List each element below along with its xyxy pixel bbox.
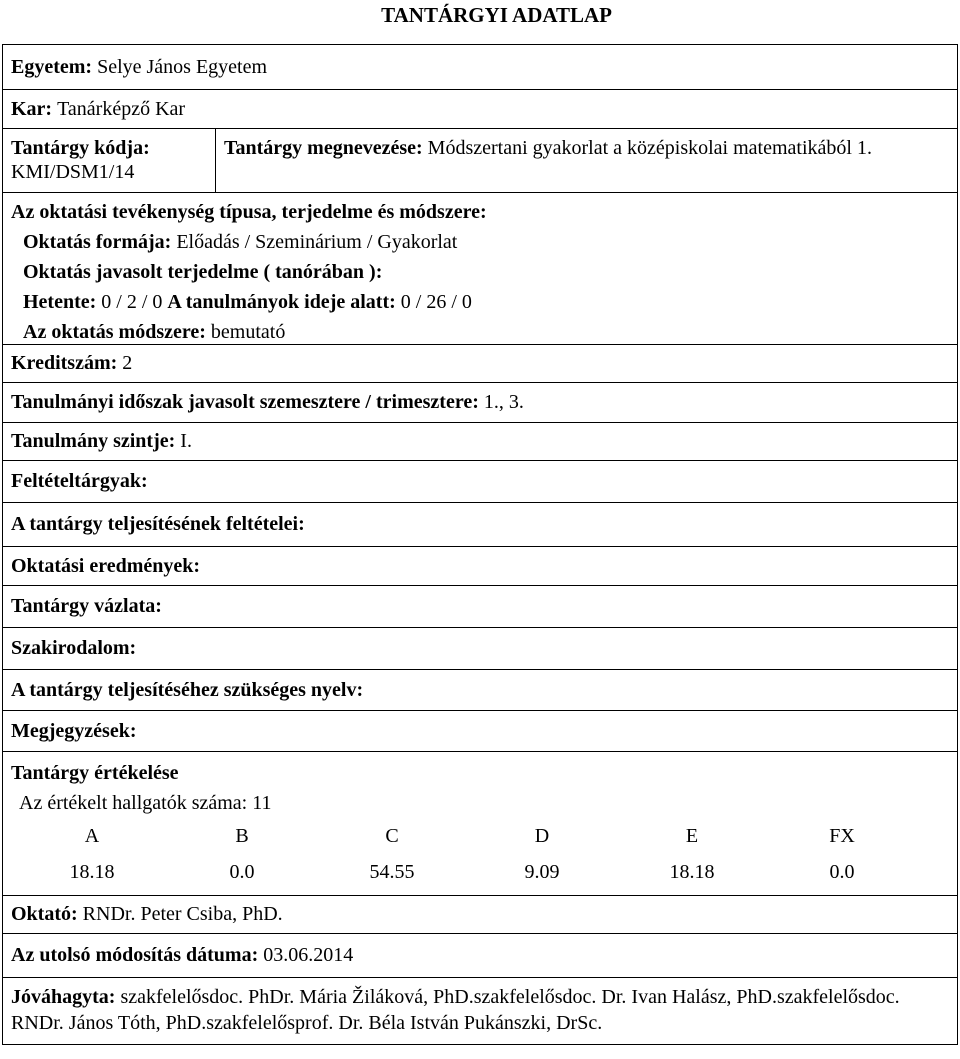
grade-label: FX — [829, 825, 855, 847]
ideje-value: 0 / 26 / 0 — [400, 291, 472, 313]
forma-label: Oktatás formája: — [23, 231, 172, 253]
megnevezes-value: Módszertani gyakorlat a középiskolai matematikából 1. — [427, 137, 872, 159]
grade-value: 0.0 — [229, 861, 255, 883]
szint-value: I. — [180, 430, 192, 452]
row-szemeszter — [3, 383, 957, 423]
row-szint — [3, 423, 957, 461]
grade-label: D — [534, 825, 550, 847]
row-nyelv — [3, 670, 957, 711]
ertekeles-heading: Tantárgy értékelése — [11, 762, 179, 784]
grade-label: C — [385, 825, 399, 847]
grade-value: 0.0 — [829, 861, 855, 883]
row-szakirodalom — [3, 628, 957, 670]
szint-label: Tanulmány szintje: — [11, 430, 176, 452]
nyelv-label: A tantárgy teljesítéséhez szükséges nyelv: — [11, 678, 364, 701]
kod-label: Tantárgy kódja: — [11, 137, 150, 159]
hetente-label: Hetente: — [23, 291, 97, 313]
eredmenyek-label: Oktatási eredmények: — [11, 554, 201, 577]
grade-label: B — [235, 825, 249, 847]
vazlat-label: Tantárgy vázlata: — [11, 595, 162, 617]
row-kar — [3, 90, 957, 129]
feltetel-targyak-label: Feltételtárgyak: — [11, 470, 148, 492]
kredit-label: Kreditszám: — [11, 352, 118, 374]
grade-label: E — [685, 825, 699, 847]
ideje-label: A tanulmányok ideje alatt: — [167, 291, 396, 313]
kod-value: KMI/DSM1/14 — [11, 161, 135, 183]
megjegyzesek-label: Megjegyzések: — [11, 719, 137, 742]
hetente-value: 0 / 2 / 0 — [101, 291, 163, 313]
kredit-value: 2 — [122, 352, 133, 374]
kar-label: Kar: — [11, 97, 53, 120]
row-kredit — [3, 345, 957, 383]
row-egyetem — [3, 45, 957, 90]
row-jovahagyta — [3, 978, 957, 1044]
modszer-label: Az oktatás módszere: — [23, 321, 206, 343]
grade-value: 9.09 — [524, 861, 560, 883]
kod-cell — [3, 129, 216, 192]
row-modositas — [3, 934, 957, 978]
modszer-value: bemutató — [210, 321, 286, 343]
terjedelem-label: Oktatás javasolt terjedelme ( tanórában ): — [23, 261, 383, 283]
modositas-label: Az utolsó módosítás dátuma: — [11, 944, 259, 966]
megnevezes-label: Tantárgy megnevezése: — [224, 137, 423, 159]
oktatasi-heading: Az oktatási tevékenység típusa, terjedelme és módszere: — [11, 201, 487, 223]
oktato-value: RNDr. Peter Csiba, PhD. — [82, 903, 283, 925]
forma-value: Előadás / Szeminárium / Gyakorlat — [176, 231, 458, 253]
grade-value: 18.18 — [69, 861, 115, 883]
document-title: TANTÁRGYI ADATLAP — [381, 3, 612, 27]
row-kod-megnevezes — [3, 129, 957, 193]
egyetem-value: Selye János Egyetem — [97, 55, 268, 78]
kar-value: Tanárképző Kar — [57, 97, 186, 120]
grade-label: A — [84, 825, 100, 847]
row-feltetel-targyak — [3, 461, 957, 503]
row-eredmenyek — [3, 547, 957, 586]
grade-value: 18.18 — [669, 861, 715, 883]
grade-values-row — [17, 854, 917, 890]
megnevezes-cell — [216, 129, 957, 192]
row-vazlat — [3, 586, 957, 628]
datasheet-table — [2, 44, 958, 1045]
egyetem-label: Egyetem: — [11, 55, 93, 78]
szemeszter-label: Tanulmányi időszak javasolt szemesztere / trimesztere: — [11, 391, 479, 413]
ertekeles-count: Az értékelt hallgatók száma: 11 — [19, 792, 272, 814]
szakirodalom-label: Szakirodalom: — [11, 637, 137, 659]
row-oktatasi — [3, 193, 957, 345]
row-ertekeles — [3, 752, 957, 896]
grade-value: 54.55 — [369, 861, 415, 883]
teljesites-feltetelei-label: A tantárgy teljesítésének feltételei: — [11, 513, 305, 535]
row-teljesites-feltetelei — [3, 503, 957, 547]
row-megjegyzesek — [3, 711, 957, 752]
jovahagyta-value: szakfelelősdoc. PhDr. Mária Žiláková, PhD.szakfelelősdoc. Dr. Ivan Halász, PhD.szakfelelősdoc. RNDr. János Tóth, PhD.szakfelelősprof. Dr. Béla István Pukánszki, DrSc. — [11, 986, 900, 1034]
jovahagyta-label: Jóváhagyta: — [11, 986, 116, 1008]
szemeszter-value: 1., 3. — [483, 391, 524, 413]
grade-header-row — [17, 818, 917, 854]
row-oktato — [3, 896, 957, 934]
modositas-value: 03.06.2014 — [263, 944, 354, 966]
oktato-label: Oktató: — [11, 903, 78, 925]
